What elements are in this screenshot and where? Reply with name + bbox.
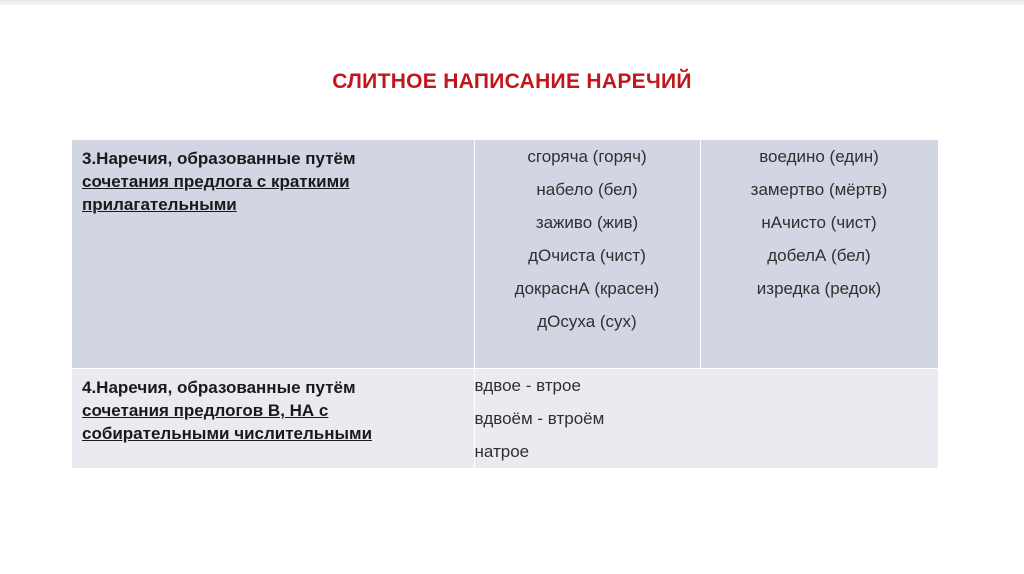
- example-word: дОчиста (чист): [528, 246, 646, 265]
- examples-column-2: [700, 140, 938, 369]
- rule-4-heading: [72, 369, 474, 445]
- slide-title: СЛИТНОЕ НАПИСАНИЕ НАРЕЧИЙ: [332, 70, 692, 93]
- example-word: вдвоём - втроём: [474, 409, 605, 428]
- rule-3-number-text: 3.Наречия, образованные путём: [82, 149, 356, 168]
- rules-table: [72, 140, 939, 469]
- example-word: добелА (бел): [767, 246, 871, 265]
- table-row: [72, 369, 938, 469]
- example-word: нАчисто (чист): [761, 213, 877, 232]
- example-word: докраснА (красен): [514, 279, 660, 298]
- example-word: вдвое - втрое: [474, 376, 581, 395]
- rule-4-underlined-text: сочетания предлогов В, НА с собирательными числительными: [82, 401, 373, 443]
- example-word: сгоряча (горяч): [527, 147, 647, 166]
- example-word: заживо (жив): [535, 213, 639, 232]
- examples-column: [474, 369, 938, 469]
- example-word: воедино (един): [759, 147, 879, 166]
- top-border: [0, 0, 1024, 5]
- rule-3-heading: [72, 140, 474, 216]
- example-word: замертво (мёртв): [750, 180, 888, 199]
- table-row: [72, 140, 938, 369]
- example-word: набело (бел): [536, 180, 638, 199]
- rule-description-cell: [72, 369, 474, 469]
- example-word: дОсуха (сух): [537, 312, 637, 331]
- examples-column-1: [474, 140, 700, 369]
- rule-4-number-text: 4.Наречия, образованные путём: [82, 378, 356, 397]
- rule-description-cell: [72, 140, 474, 369]
- example-word: натрое: [474, 442, 530, 461]
- rule-3-underlined-text: сочетания предлога с краткими прилагательными: [82, 172, 350, 214]
- example-word: изредка (редок): [756, 279, 882, 298]
